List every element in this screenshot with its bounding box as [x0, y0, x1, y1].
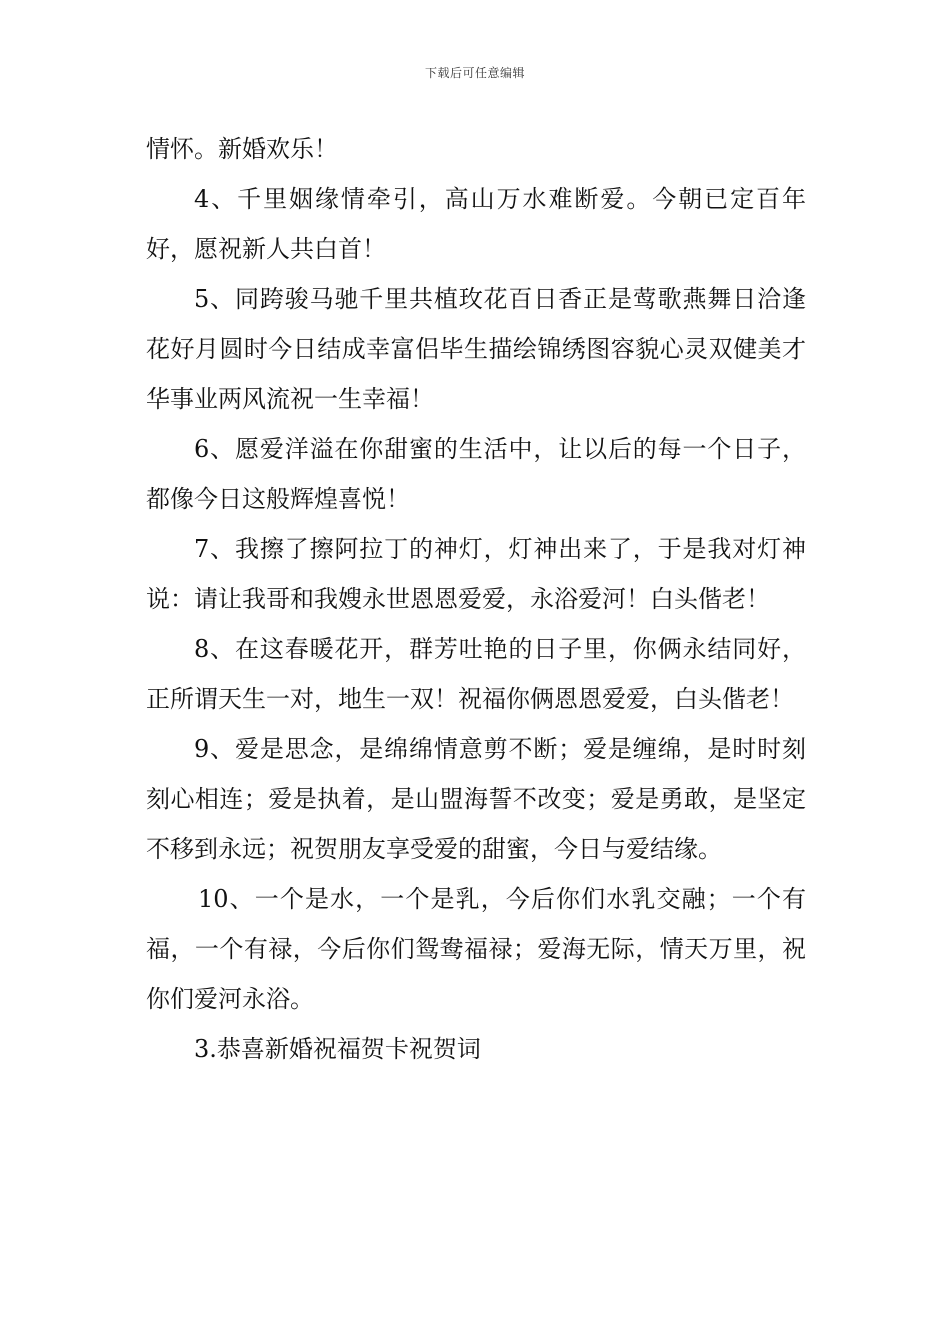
paragraph-item-8: 8、在这春暖花开，群芳吐艳的日子里，你俩永结同好，正所谓天生一对，地生一双！祝福你俩恩恩爱爱，白头偕老！ [146, 635, 806, 713]
page-header: 下载后可任意编辑 [424, 66, 525, 80]
paragraph-item-7: 7、我擦了擦阿拉丁的神灯，灯神出来了，于是我对灯神说：请让我哥和我嫂永世恩恩爱爱，永浴爱河！白头偕老！ [146, 535, 806, 613]
paragraph-item-9: 9、爱是思念，是绵绵情意剪不断；爱是缠绵，是时时刻刻心相连；爱是执着，是山盟海誓不改变；爱是勇敢，是坚定不移到永远；祝贺朋友享受爱的甜蜜，今日与爱结缘。 [146, 735, 806, 863]
paragraph-item-10: 10、一个是水，一个是乳，今后你们水乳交融；一个有福，一个有禄，今后你们鸳鸯福禄；爱海无际，情天万里，祝你们爱河永浴。 [146, 885, 806, 1013]
paragraph-continuation: 情怀。新婚欢乐！ [146, 135, 338, 163]
paragraph-item-5: 5、同跨骏马驰千里共植玫花百日香正是莺歌燕舞日洽逢花好月圆时今日结成幸富侣毕生描绘锦绣图容貌心灵双健美才华事业两风流祝一生幸福！ [146, 285, 806, 413]
section-heading: 3.恭喜新婚祝福贺卡祝贺词 [194, 1035, 481, 1063]
paragraph-item-6: 6、愿爱洋溢在你甜蜜的生活中，让以后的每一个日子，都像今日这般辉煌喜悦！ [146, 435, 806, 513]
paragraph-item-4: 4、千里姻缘情牵引，高山万水难断爱。今朝已定百年好，愿祝新人共白首！ [146, 185, 806, 263]
document-body [146, 124, 806, 1074]
